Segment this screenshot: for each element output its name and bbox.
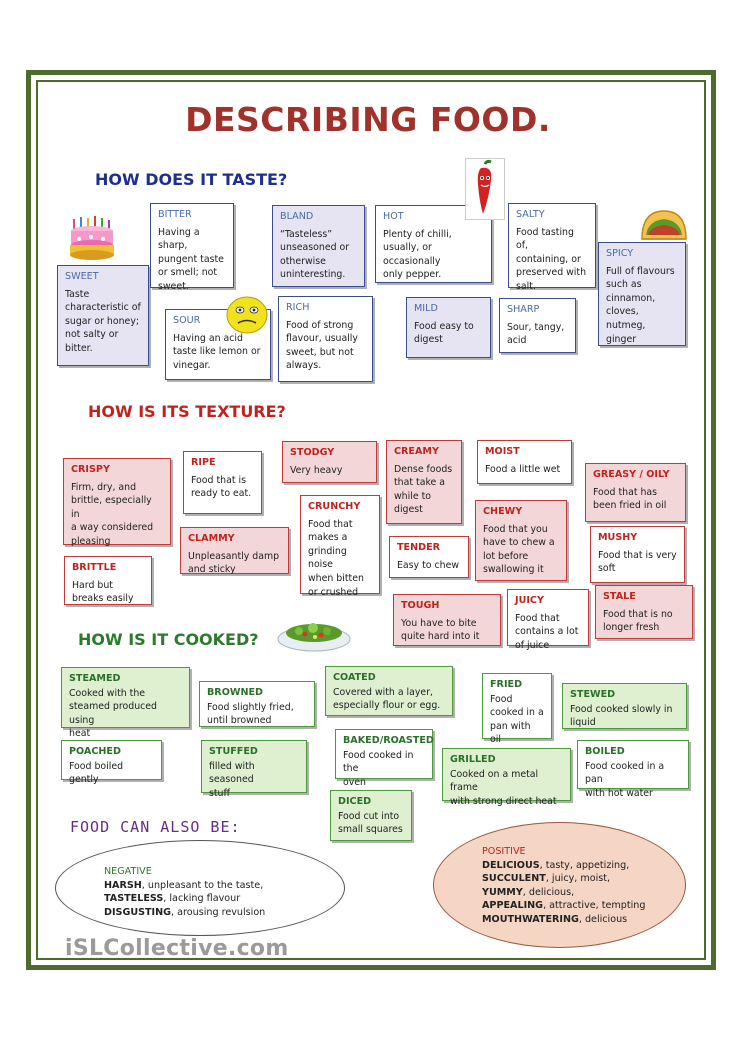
cooked-card-steamed <box>61 667 190 740</box>
texture-card-crunchy <box>300 495 380 598</box>
cooked-card-stuffed <box>201 740 307 799</box>
card-term: CREAMY <box>394 446 439 457</box>
texture-card-tough <box>393 594 501 646</box>
card-term: RICH <box>286 302 310 313</box>
card-term: HOT <box>383 211 404 222</box>
card-term: TOUGH <box>401 600 440 611</box>
card-term: GRILLED <box>450 754 496 765</box>
card-desc: Food cooked in a pan with oil <box>490 693 544 746</box>
lemon-face-icon <box>225 294 270 336</box>
page-title: DESCRIBING FOOD. <box>185 100 551 139</box>
negative-line <box>104 906 344 920</box>
negative-ellipse <box>55 840 345 936</box>
texture-card-brittle <box>64 556 152 605</box>
card-term: SALTY <box>516 209 545 220</box>
taste-card-rich <box>278 296 373 382</box>
positive-line <box>482 913 685 927</box>
texture-card-mushy <box>590 526 685 583</box>
adjective-gloss: , tasty, appetizing, <box>539 859 630 871</box>
card-term: STODGY <box>290 447 335 458</box>
adjective-gloss: , delicious <box>578 913 628 925</box>
card-desc: Covered with a layer, especially flour or egg. <box>333 686 441 712</box>
positive-line <box>482 899 685 913</box>
card-term: MILD <box>414 303 438 314</box>
card-term: TENDER <box>397 542 441 553</box>
birthday-cake-icon <box>67 215 117 263</box>
card-term: BLAND <box>280 211 314 222</box>
adjective-gloss: , arousing revulsion <box>171 906 266 918</box>
card-desc: Having a sharp, pungent taste or smell; not sweet. <box>158 226 224 292</box>
taste-card-bitter <box>150 203 234 292</box>
positive-label: POSITIVE <box>482 846 526 857</box>
card-desc: Food easy to digest <box>414 320 474 346</box>
card-term: CRUNCHY <box>308 501 361 512</box>
salad-bowl-icon <box>275 615 353 655</box>
texture-heading: HOW IS ITS TEXTURE? <box>88 402 286 421</box>
texture-card-ripe <box>183 451 262 514</box>
card-term: CRISPY <box>71 464 110 475</box>
positive-ellipse <box>433 822 686 948</box>
card-desc: Food that has been fried in oil <box>593 486 667 512</box>
card-desc: Dense foods that take a while to digest <box>394 463 453 516</box>
texture-card-stale <box>595 585 693 639</box>
card-desc: Plenty of chilli, usually, or occasionally only pepper. <box>383 228 452 281</box>
card-term: STUFFED <box>209 746 258 757</box>
taste-card-salty <box>508 203 596 292</box>
card-desc: Unpleasantly damp and sticky <box>188 550 280 576</box>
taste-heading: HOW DOES IT TASTE? <box>95 170 288 189</box>
texture-card-stodgy <box>282 441 377 483</box>
card-desc: Firm, dry, and brittle, especially in a way considered pleasing <box>71 481 154 547</box>
card-desc: Food cooked in a pan with hot water <box>585 760 665 799</box>
card-term: RIPE <box>191 457 216 468</box>
texture-card-chewy <box>475 500 567 581</box>
adjective-gloss: , unpleasant to the taste, <box>141 879 264 891</box>
chili-pepper-icon <box>465 158 505 220</box>
texture-card-tender <box>389 536 469 578</box>
texture-card-moist <box>477 440 572 484</box>
card-term: BITTER <box>158 209 192 220</box>
negative-line <box>104 879 344 893</box>
card-term: BAKED/ROASTED <box>343 735 434 746</box>
card-term: JUICY <box>515 595 544 606</box>
card-desc: Food that you have to chew a lot before swallowing it <box>483 523 555 576</box>
adjective-word: MOUTHWATERING <box>482 913 579 925</box>
card-desc: Food that contains a lot of juice <box>515 612 579 651</box>
adjective-gloss: , delicious, <box>522 886 575 898</box>
positive-line <box>482 872 685 886</box>
card-term: MOIST <box>485 446 520 457</box>
card-desc: Food a little wet <box>485 463 561 475</box>
card-desc: Food that makes a grinding noise when bitten or crushed <box>308 518 364 598</box>
cooked-card-fried <box>482 673 552 746</box>
cooked-heading: HOW IS IT COOKED? <box>78 630 259 649</box>
card-desc: Cooked on a metal frame with strong direct heat <box>450 768 557 807</box>
card-desc: Full of flavours such as cinnamon, cloves, nutmeg, ginger <box>606 265 675 345</box>
taste-card-mild <box>406 297 491 358</box>
card-desc: Food slightly fried, until browned <box>207 701 294 727</box>
taste-card-spicy <box>598 242 686 346</box>
texture-card-crispy <box>63 458 171 545</box>
adjective-word: HARSH <box>104 879 142 891</box>
card-term: DICED <box>338 796 372 807</box>
card-term: CHEWY <box>483 506 523 517</box>
card-desc: Food that is very soft <box>598 549 677 575</box>
card-desc: Taste characteristic of sugar or honey; not salty or bitter. <box>65 288 141 354</box>
adjective-gloss: , lacking flavour <box>163 893 241 905</box>
taste-card-sweet <box>57 265 149 366</box>
card-desc: Food tasting of, containing, or preserved with salt. <box>516 226 587 292</box>
taste-card-bland <box>272 205 365 287</box>
card-desc: Food cut into small squares <box>338 810 403 836</box>
card-term: GREASY / OILY <box>593 469 670 480</box>
adjective-word: SUCCULENT <box>482 873 546 885</box>
cooked-card-baked-roasted <box>335 729 434 788</box>
card-term: STALE <box>603 591 636 602</box>
texture-card-clammy <box>180 527 289 574</box>
card-desc: filled with seasoned stuff <box>209 760 255 799</box>
card-term: SOUR <box>173 315 201 326</box>
card-term: CLAMMY <box>188 533 235 544</box>
card-term: SHARP <box>507 304 540 315</box>
card-desc: Easy to chew <box>397 559 460 571</box>
adjective-gloss: , juicy, moist, <box>545 873 611 885</box>
adjective-word: DELICIOUS <box>482 859 540 871</box>
card-desc: You have to bite quite hard into it <box>401 617 480 643</box>
card-term: STEWED <box>570 689 616 700</box>
cooked-card-diced <box>330 790 412 841</box>
adjective-word: TASTELESS <box>104 893 164 905</box>
cooked-card-coated <box>325 666 453 716</box>
negative-line <box>104 892 344 906</box>
card-desc: Food boiled gently <box>69 760 124 786</box>
card-term: COATED <box>333 672 376 683</box>
cooked-card-boiled <box>577 740 689 799</box>
adjective-word: DISGUSTING <box>104 906 172 918</box>
texture-card-creamy <box>386 440 462 524</box>
card-term: POACHED <box>69 746 121 757</box>
card-term: SWEET <box>65 271 99 282</box>
card-desc: Having an acid taste like lemon or vinegar. <box>173 332 261 371</box>
also-heading: FOOD CAN ALSO BE: <box>70 818 241 836</box>
card-desc: Food cooked in the oven <box>343 749 414 788</box>
card-desc: Food that is no longer fresh <box>603 608 673 634</box>
card-desc: Food that is ready to eat. <box>191 474 252 500</box>
card-term: BROWNED <box>207 687 263 698</box>
positive-line <box>482 886 685 900</box>
cooked-card-grilled <box>442 748 571 807</box>
cooked-card-stewed <box>562 683 687 729</box>
card-desc: Very heavy <box>290 464 343 476</box>
card-desc: Sour, tangy, acid <box>507 321 565 347</box>
card-term: FRIED <box>490 679 523 690</box>
card-term: SPICY <box>606 248 634 259</box>
card-desc: Hard but breaks easily <box>72 579 134 605</box>
taste-card-sharp <box>499 298 576 353</box>
card-desc: “Tasteless” unseasoned or otherwise uninteresting. <box>280 228 350 281</box>
texture-card-juicy <box>507 589 589 651</box>
card-term: MUSHY <box>598 532 638 543</box>
card-term: BRITTLE <box>72 562 117 573</box>
taco-icon <box>638 205 690 245</box>
positive-line <box>482 859 685 873</box>
adjective-word: APPEALING <box>482 900 544 912</box>
cooked-card-browned <box>199 681 315 727</box>
adjective-word: YUMMY <box>482 886 523 898</box>
brand-watermark: iSLCollective.com <box>65 936 289 961</box>
adjective-gloss: , attractive, tempting <box>543 900 646 912</box>
negative-label: NEGATIVE <box>104 866 152 877</box>
texture-card-greasy-oily <box>585 463 686 522</box>
cooked-card-poached <box>61 740 162 786</box>
card-desc: Food of strong flavour, usually sweet, but not always. <box>286 319 358 372</box>
card-desc: Cooked with the steamed produced using heat <box>69 687 158 740</box>
card-term: BOILED <box>585 746 625 757</box>
card-desc: Food cooked slowly in liquid <box>570 703 673 729</box>
card-term: STEAMED <box>69 673 121 684</box>
